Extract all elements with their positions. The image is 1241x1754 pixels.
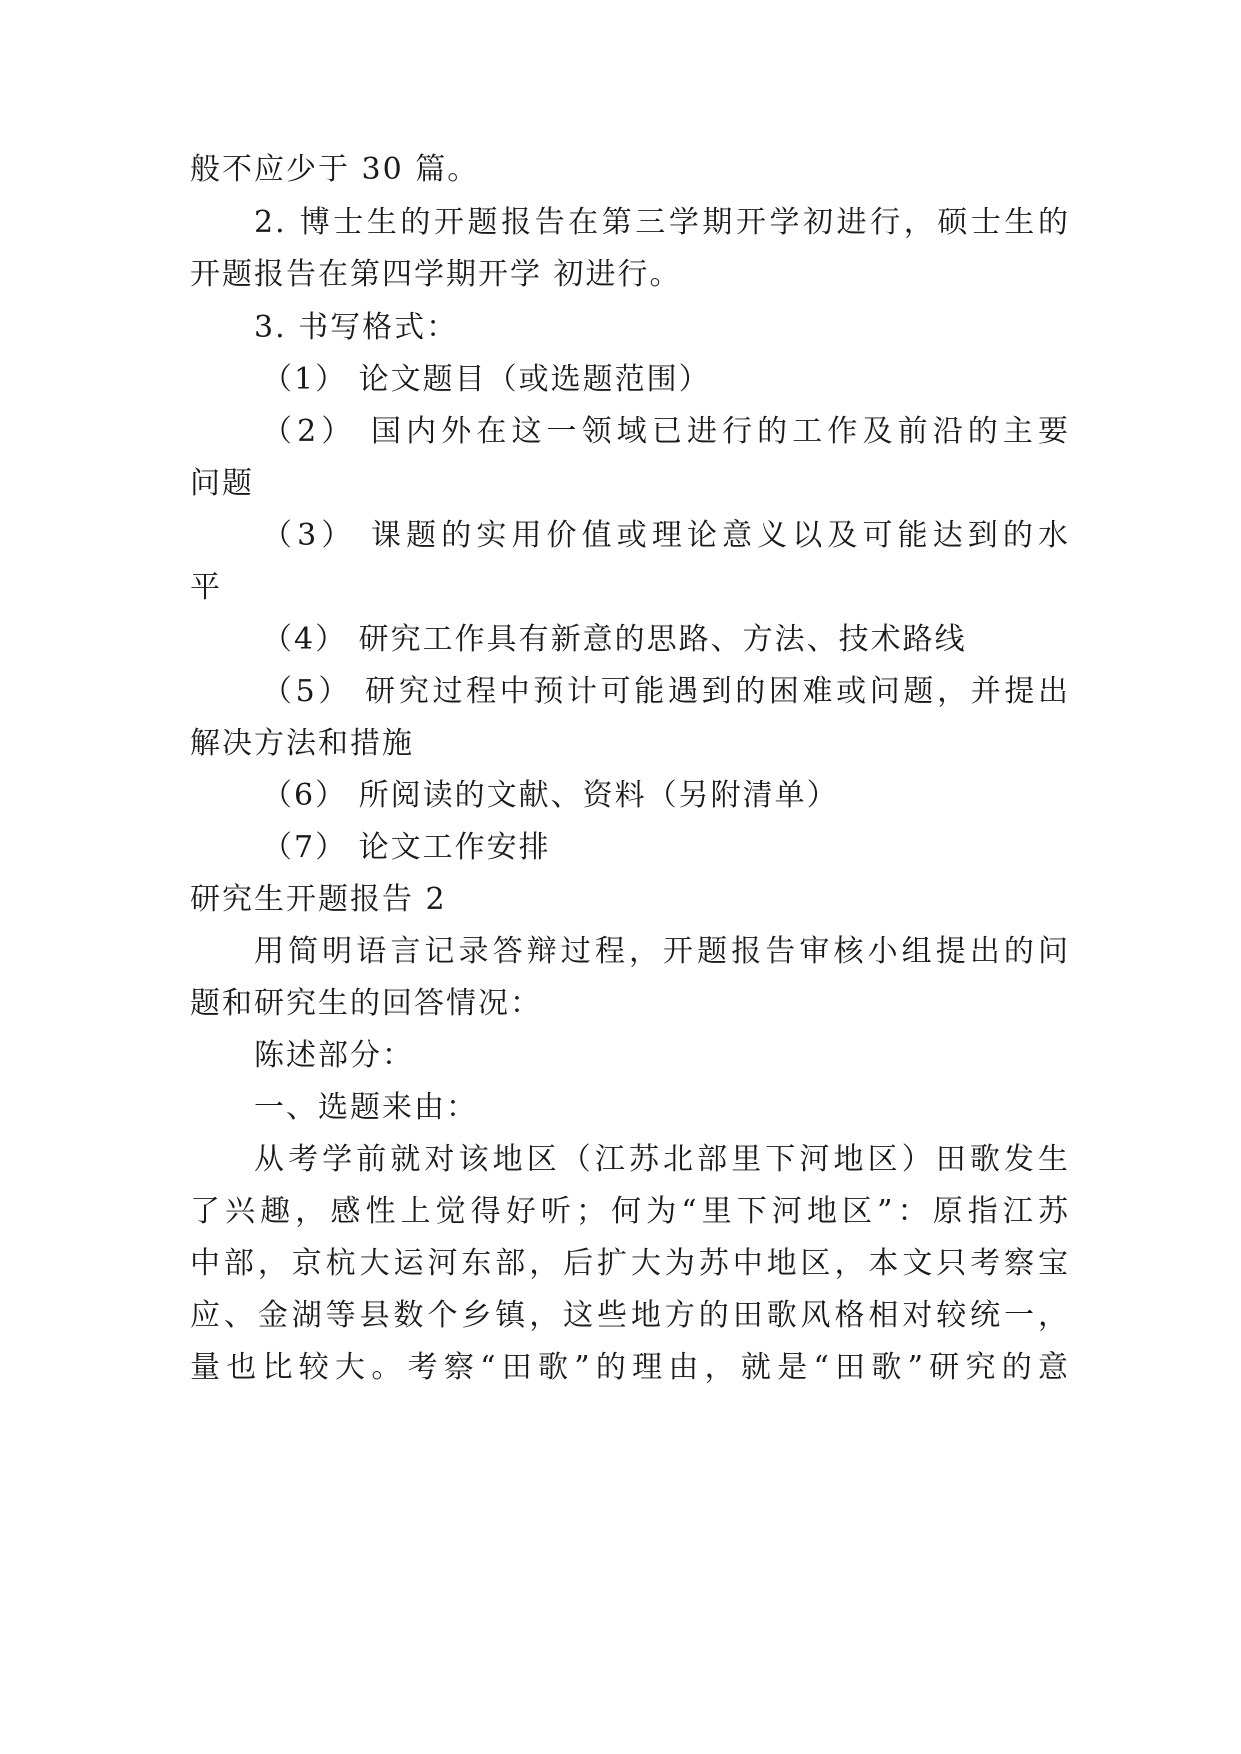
text-line-22: 中部，京杭大运河东部，后扩大为苏中地区，本文只考察宝 <box>190 1246 1070 1281</box>
text-line-23: 应、金湖等县数个乡镇，这些地方的田歌风格相对较统一， <box>190 1298 1070 1333</box>
text-line-1: 般不应少于 30 篇。 <box>190 152 480 187</box>
text-line-3: 开题报告在第四学期开学 初进行。 <box>190 257 682 292</box>
text-line-18: 陈述部分： <box>254 1038 414 1073</box>
text-line-16: 用简明语言记录答辩过程，开题报告审核小组提出的问 <box>254 934 1070 969</box>
list-item-4: （4） 研究工作具有新意的思路、方法、技术路线 <box>262 622 967 657</box>
text-line-2: 2. 博士生的开题报告在第三学期开学初进行，硕士生的 <box>254 205 1070 240</box>
text-line-17: 题和研究生的回答情况： <box>190 986 542 1021</box>
text-line-24: 量也比较大。考察“田歌”的理由，就是“田歌”研究的意 <box>190 1350 1070 1385</box>
text-line-21: 了兴趣，感性上觉得好听；何为“里下河地区”：原指江苏 <box>190 1194 1070 1229</box>
list-item-1: （1） 论文题目（或选题范围） <box>262 362 711 397</box>
text-line-19: 一、选题来由： <box>254 1090 478 1125</box>
section-heading: 研究生开题报告 2 <box>190 882 447 917</box>
list-item-3: （3） 课题的实用价值或理论意义以及可能达到的水 <box>262 518 1070 553</box>
list-item-6: （6） 所阅读的文献、资料（另附清单） <box>262 778 839 813</box>
list-item-7: （7） 论文工作安排 <box>262 830 551 865</box>
list-item-5: （5） 研究过程中预计可能遇到的困难或问题，并提出 <box>262 674 1070 709</box>
text-line-20: 从考学前就对该地区（江苏北部里下河地区）田歌发生 <box>254 1142 1070 1177</box>
list-item-3-continued: 平 <box>190 570 222 605</box>
list-item-2: （2） 国内外在这一领域已进行的工作及前沿的主要 <box>262 414 1070 449</box>
text-line-4: 3. 书写格式： <box>254 310 459 345</box>
list-item-5-continued: 解决方法和措施 <box>190 726 414 761</box>
list-item-2-continued: 问题 <box>190 466 254 501</box>
